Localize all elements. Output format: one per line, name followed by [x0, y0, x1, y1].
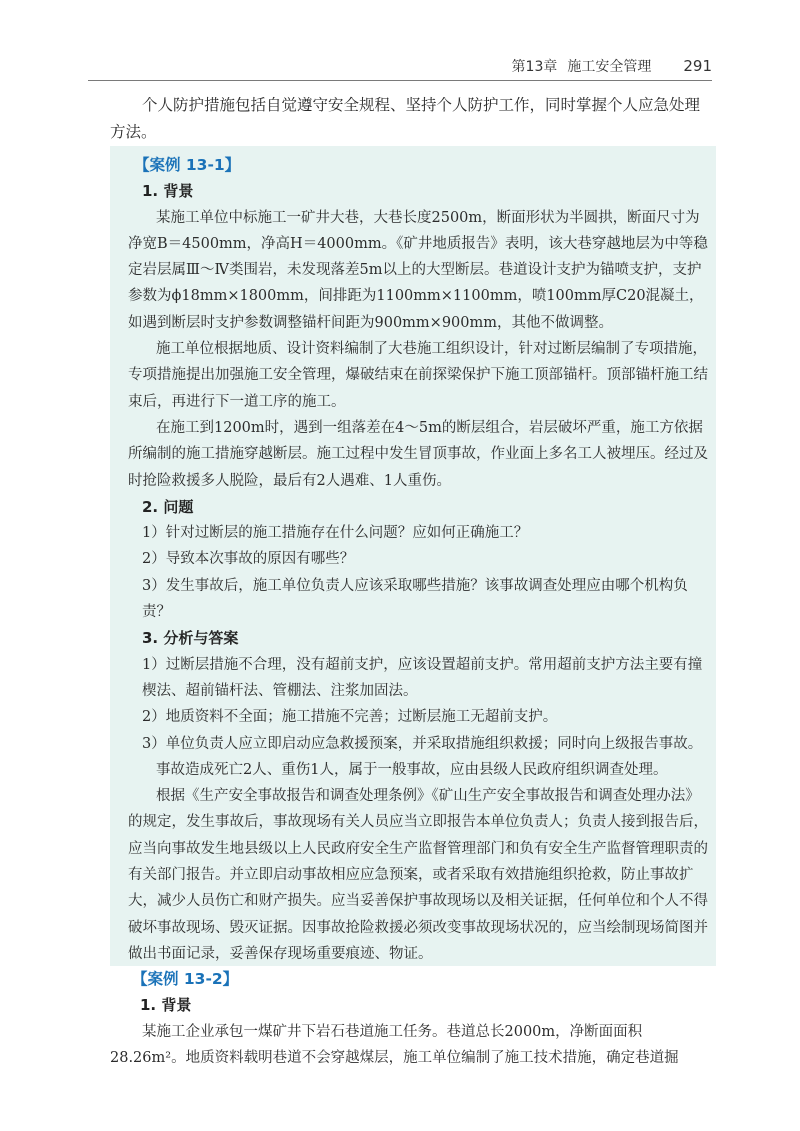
chapter-title: 施工安全管理 [567, 59, 652, 75]
case-title: 【案例 13-2】 [132, 970, 239, 988]
header-rule [88, 80, 712, 81]
background-paragraph: 施工单位根据地质、设计资料编制了大巷施工组织设计，针对过断层编制了专项措施，专项措施提出加强施工安全管理，爆破结束在前探梁保护下施工顶部锚杆。顶部锚杆施工结束后，再进行下一道工序的施工。 [128, 341, 708, 410]
question-item: 3）发生事故后，施工单位负责人应该采取哪些措施？该事故调查处理应由哪个机构负责？ [142, 577, 688, 621]
chapter-number: 第13章 [511, 59, 558, 75]
answer-item: 1）过断层措施不合理，没有超前支护，应该设置超前支护。常用超前支护方法主要有撞楔法、超前锚杆法、管棚法、注浆加固法。 [142, 656, 703, 699]
section-title-background: 1. 背景 [140, 996, 192, 1015]
question-item: 2）导致本次事故的原因有哪些？ [142, 551, 355, 568]
case-title: 【案例 13-1】 [134, 156, 241, 174]
running-head [512, 56, 712, 76]
answer-item: 2）地质资料不全面；施工措施不完善；过断层施工无超前支护。 [142, 709, 558, 726]
case-13-2 [110, 966, 716, 1071]
background-paragraph: 某施工单位中标施工一矿井大巷，大巷长度2500m，断面形状为半圆拱，断面尺寸为净宽B＝4500mm，净高H＝4000mm。《矿井地质报告》表明，该大巷穿越地层为中等稳定岩层属Ⅲ～Ⅳ类围岩，未发现落差5m以上的大型断层。巷道设计支护为锚喷支护，支护参数为ϕ18mm×1800mm，间排距为1100mm×1100mm，喷100mm厚C20混凝土，如遇到断层时支护参数调整锚杆间距为900mm×900mm，其他不做调整。 [128, 209, 708, 331]
background-paragraph: 在施工到1200m时，遇到一组落差在4～5m的断层组合，岩层破坏严重，施工方依据所编制的施工措施穿越断层。施工过程中发生冒顶事故，作业面上多名工人被埋压。经过及时抢险救援多人脱险，最后有2人遇难、1人重伤。 [128, 419, 708, 489]
answer-item: 3）单位负责人应立即启动应急救援预案，并采取措施组织救援；同时向上级报告事故。 [142, 735, 703, 752]
background-paragraph: 某施工企业承包一煤矿井下岩石巷道施工任务。巷道总长2000m，净断面面积28.26m²。地质资料载明巷道不会穿越煤层，施工单位编制了施工技术措施，确定巷道掘 [110, 1023, 679, 1066]
case-13-1 [128, 152, 708, 967]
intro-paragraph: 个人防护措施包括自觉遵守安全规程、坚持个人防护工作，同时掌握个人应急处理方法。 [110, 96, 701, 141]
section-title-questions: 2. 问题 [142, 497, 194, 516]
closing-paragraph: 根据《生产安全事故报告和调查处理条例》《矿山生产安全事故报告和调查处理办法》的规定，发生事故后，事故现场有关人员应当立即报告本单位负责人；负责人接到报告后，应当向事故发生地县级以上人民政府安全生产监督管理部门和负有安全生产监督管理职责的有关部门报告。并立即启动事故相应应急预案，或者采取有效措施组织抢救，防止事故扩大，减少人员伤亡和财产损失。应当妥善保护事故现场以及相关证据，任何单位和个人不得破坏事故现场、毁灭证据。因事故抢险救援必须改变事故现场状况的，应当绘制现场简图并做出书面记录，妥善保存现场重要痕迹、物证。 [128, 788, 708, 962]
page-number: 291 [683, 57, 712, 75]
question-item: 1）针对过断层的施工措施存在什么问题？应如何正确施工？ [142, 525, 529, 542]
closing-paragraph: 事故造成死亡2人、重伤1人，属于一般事故，应由县级人民政府组织调查处理。 [156, 761, 668, 778]
section-title-answers: 3. 分析与答案 [142, 629, 239, 648]
page-header [0, 0, 800, 86]
section-title-background: 1. 背景 [142, 182, 194, 201]
